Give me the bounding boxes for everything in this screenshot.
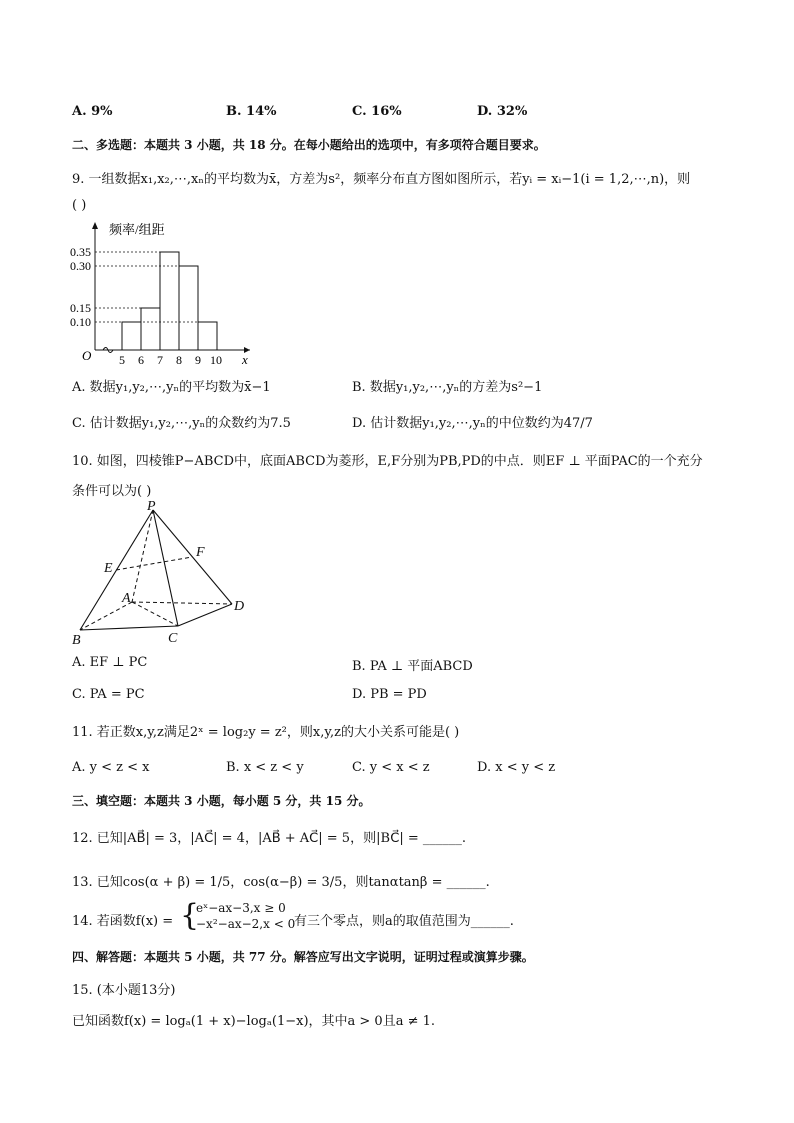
q12-stem: 12. 已知|AB⃗| = 3，|AC⃗| = 4，|AB⃗ + AC⃗| = 5，则|BC⃗| = ______. xyxy=(72,831,466,846)
y-tick-label: 0.15 xyxy=(70,301,91,315)
edge-bc xyxy=(80,626,178,630)
label-c: C xyxy=(168,631,178,646)
histogram-bar xyxy=(198,322,217,350)
section2-heading: 二、多选题：本题共 3 小题，共 18 分。在每小题给出的选项中，有多项符合题目要求。 xyxy=(72,138,546,152)
q10-option-a: A. EF ⊥ PC xyxy=(72,655,148,670)
origin-label: O xyxy=(82,348,92,363)
x-tick-label: 5 xyxy=(119,353,125,366)
q11-option-a: A. y < z < x xyxy=(72,760,150,775)
q8-option-b: B. 14% xyxy=(226,104,277,119)
q9-option-a: A. 数据y₁,y₂,⋯,yₙ的平均数为x̄−1 xyxy=(72,380,271,395)
q14-case2: −x²−ax−2,x < 0 xyxy=(196,917,296,931)
q14-case1: eˣ−ax−3,x ≥ 0 xyxy=(196,901,286,915)
q9-stem-line1: 9. 一组数据x₁,x₂,⋯,xₙ的平均数为x̄，方差为s²，频率分布直方图如图所示，若yᵢ = xᵢ−1(i = 1,2,⋯,n)，则 xyxy=(72,172,691,187)
x-tick-label: 7 xyxy=(157,353,163,366)
edge-cd xyxy=(178,604,232,626)
y-axis-arrow xyxy=(92,222,98,229)
q10-option-b: B. PA ⊥ 平面ABCD xyxy=(352,659,473,674)
q15-label: 15. (本小题13分) xyxy=(72,983,176,998)
q13-stem: 13. 已知cos(α + β) = 1/5，cos(α−β) = 3/5，则tanαtanβ = ______. xyxy=(72,875,490,890)
label-e: E xyxy=(104,561,113,576)
q9-option-c: C. 估计数据y₁,y₂,⋯,yₙ的众数约为7.5 xyxy=(72,416,291,431)
histogram-bar xyxy=(179,266,198,350)
q11-option-c: C. y < x < z xyxy=(352,760,430,775)
histogram-bar xyxy=(160,252,179,350)
segment-ef xyxy=(116,557,192,570)
x-axis-label: x xyxy=(242,352,248,366)
q9-stem-line2: ( ) xyxy=(72,198,87,213)
label-d: D xyxy=(234,599,245,614)
label-a: A xyxy=(122,591,131,606)
q11-stem: 11. 若正数x,y,z满足2ˣ = log₂y = z²，则x,y,z的大小关系可能是( ) xyxy=(72,725,460,740)
q8-option-d: D. 32% xyxy=(477,104,528,119)
diag-ac xyxy=(132,602,178,626)
q15-stem: 已知函数f(x) = logₐ(1 + x)−logₐ(1−x)，其中a > 0且a ≠ 1. xyxy=(72,1014,436,1029)
q10-option-d: D. PB = PD xyxy=(352,687,427,702)
brace: { xyxy=(180,898,200,933)
x-tick-label: 9 xyxy=(195,353,201,366)
q11-option-b: B. x < z < y xyxy=(226,760,304,775)
label-f: F xyxy=(196,545,205,560)
section3-heading: 三、填空题：本题共 3 小题，每小题 5 分，共 15 分。 xyxy=(72,794,371,808)
q10-stem-line2: 条件可以为( ) xyxy=(72,484,152,499)
edge-pa xyxy=(132,510,153,602)
x-tick-label: 8 xyxy=(176,353,182,366)
q14-prefix: 14. 若函数f(x) = xyxy=(72,914,174,929)
edge-pd xyxy=(153,510,232,604)
q8-option-c: C. 16% xyxy=(352,104,402,119)
edge-ad xyxy=(132,602,232,604)
section4-heading: 四、解答题：本题共 5 小题，共 77 分。解答应写出文字说明，证明过程或演算步骤。 xyxy=(72,950,534,964)
q14-suffix: 有三个零点，则a的取值范围为______. xyxy=(294,914,514,929)
q10-option-c: C. PA = PC xyxy=(72,687,145,702)
q11-option-d: D. x < y < z xyxy=(477,760,556,775)
y-axis-label: 频率/组距 xyxy=(109,222,165,237)
pyramid-figure xyxy=(70,498,260,648)
q8-option-a: A. 9% xyxy=(72,104,113,119)
histogram-bar xyxy=(122,322,141,350)
frequency-histogram xyxy=(70,218,270,366)
x-tick-label: 10 xyxy=(210,353,222,366)
x-tick-label: 6 xyxy=(138,353,144,366)
q9-option-d: D. 估计数据y₁,y₂,⋯,yₙ的中位数约为47/7 xyxy=(352,416,593,431)
y-tick-label: 0.30 xyxy=(70,259,91,273)
y-tick-label: 0.35 xyxy=(70,245,91,259)
histogram-bar xyxy=(141,308,160,350)
q9-option-b: B. 数据y₁,y₂,⋯,yₙ的方差为s²−1 xyxy=(352,380,543,395)
y-tick-label: 0.10 xyxy=(70,315,91,329)
edge-pc xyxy=(153,510,178,626)
edge-ab xyxy=(80,602,132,630)
label-b: B xyxy=(72,633,81,648)
q10-stem-line1: 10. 如图，四棱锥P−ABCD中，底面ABCD为菱形，E,F分别为PB,PD的中点．则EF ⊥ 平面PAC的一个充分 xyxy=(72,454,703,469)
label-p: P xyxy=(147,499,156,514)
